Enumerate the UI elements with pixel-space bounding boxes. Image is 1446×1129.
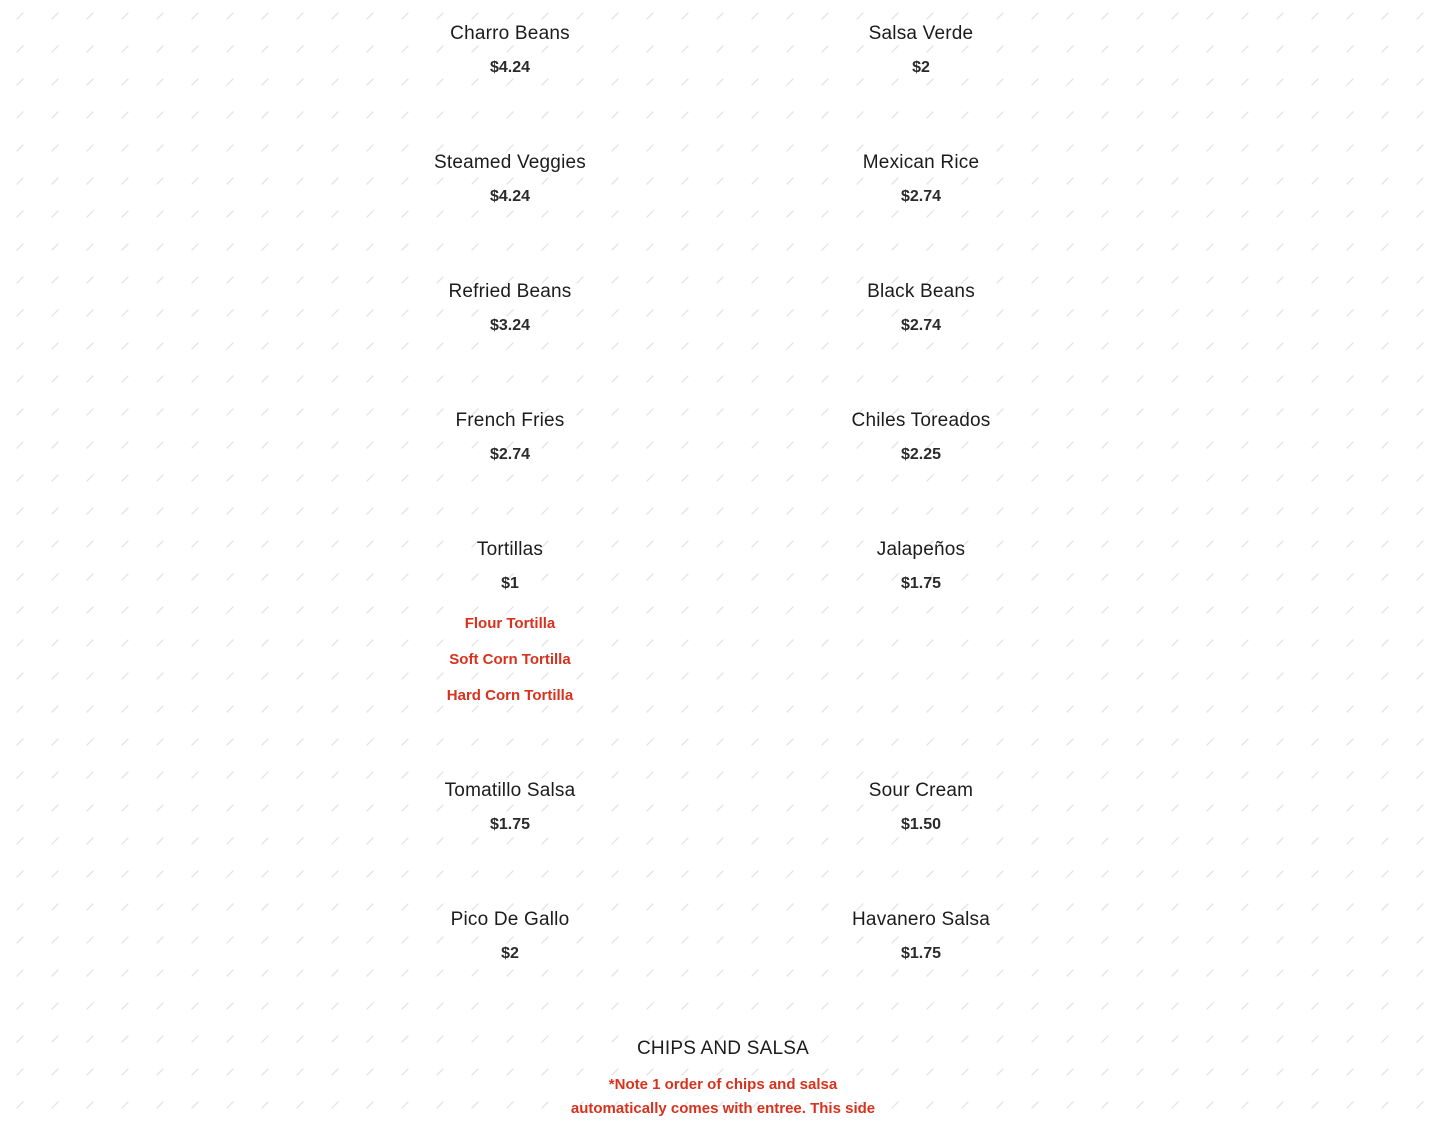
item-name: French Fries (455, 410, 565, 431)
option-flour-tortilla[interactable]: Flour Tortilla (464, 615, 556, 632)
chips-and-salsa-section (523, 1037, 923, 1121)
item-name: Tomatillo Salsa (444, 780, 576, 801)
item-name: Black Beans (867, 281, 975, 302)
item-price: $4.24 (489, 188, 531, 205)
section-note: *Note 1 order of chips and salsa automatically comes with entree. This side (570, 1076, 876, 1117)
item-price: $1.50 (900, 816, 942, 833)
menu-item-sour-cream[interactable] (761, 779, 1081, 835)
tortilla-options (350, 614, 670, 706)
item-name: Refried Beans (448, 281, 572, 302)
item-price: $2.74 (900, 317, 942, 334)
menu-item-steamed-veggies[interactable] (350, 151, 670, 207)
item-price: $2 (912, 59, 930, 76)
item-price: $2.74 (489, 446, 531, 463)
item-price: $3.24 (489, 317, 531, 334)
menu-item-tomatillo-salsa[interactable] (350, 779, 670, 835)
option-soft-corn-tortilla[interactable]: Soft Corn Tortilla (449, 651, 571, 668)
menu-item-tortillas[interactable] (350, 538, 670, 722)
item-price: $2 (501, 945, 519, 962)
item-name: Havanero Salsa (852, 909, 990, 930)
item-price: $1.75 (900, 945, 942, 962)
item-name: Salsa Verde (868, 23, 974, 44)
menu-item-jalapenos[interactable] (761, 538, 1081, 594)
menu-item-chiles-toreados[interactable] (761, 409, 1081, 465)
item-name: Tortillas (476, 539, 544, 560)
item-name: Steamed Veggies (434, 152, 586, 173)
item-price: $1.75 (900, 575, 942, 592)
item-name: Mexican Rice (862, 152, 980, 173)
section-title: CHIPS AND SALSA (637, 1038, 809, 1059)
item-price: $1.75 (489, 816, 531, 833)
item-price: $4.24 (489, 59, 531, 76)
option-hard-corn-tortilla[interactable]: Hard Corn Tortilla (446, 687, 574, 704)
menu-item-charro-beans[interactable] (350, 22, 670, 78)
item-name: Pico De Gallo (450, 909, 570, 930)
menu-item-refried-beans[interactable] (350, 280, 670, 336)
item-name: Sour Cream (868, 780, 974, 801)
menu-item-havanero-salsa[interactable] (761, 908, 1081, 964)
item-name: Jalapeños (876, 539, 966, 560)
item-price: $2.25 (900, 446, 942, 463)
menu-item-french-fries[interactable] (350, 409, 670, 465)
item-price: $2.74 (900, 188, 942, 205)
item-price: $1 (501, 575, 519, 592)
menu-item-pico-de-gallo[interactable] (350, 908, 670, 964)
menu-item-salsa-verde[interactable] (761, 22, 1081, 78)
item-name: Charro Beans (450, 23, 570, 44)
menu-item-mexican-rice[interactable] (761, 151, 1081, 207)
item-name: Chiles Toreados (851, 410, 991, 431)
menu-item-black-beans[interactable] (761, 280, 1081, 336)
